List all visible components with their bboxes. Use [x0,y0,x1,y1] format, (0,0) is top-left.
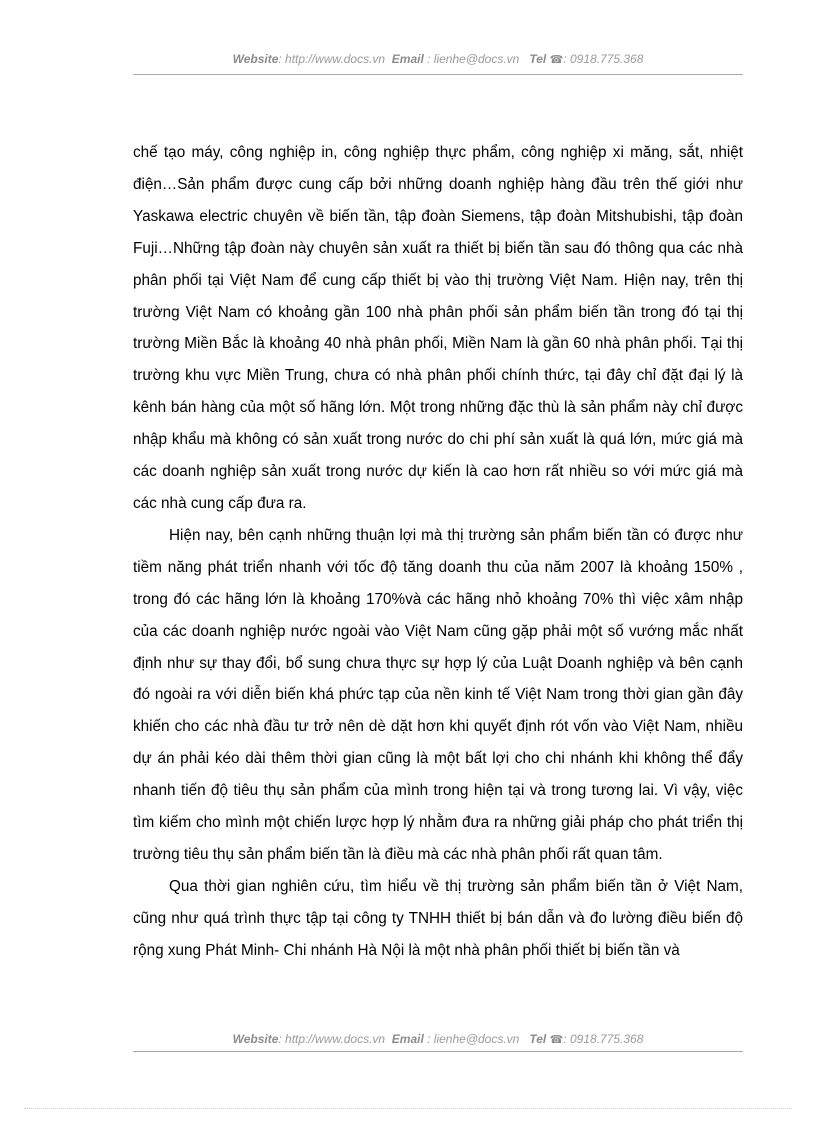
footer-website-url: : http://www.docs.vn [278,1032,386,1046]
footer-email-label: Email [391,1032,424,1046]
header-website-label: Website [232,52,279,66]
phone-icon: ☎ [549,1034,564,1046]
header-tel-label: Tel [529,52,547,66]
header-divider [133,74,743,75]
header-tel-value: : 0918.775.368 [563,52,644,66]
footer-website-label: Website [232,1032,279,1046]
paragraph-3: Qua thời gian nghiên cứu, tìm hiểu về thị trường sản phẩm biến tần ở Việt Nam, cũng như quá trình thực tập tại công ty TNHH thiết bị bán dẫn và đo lường điều biến độ rộng xung Phát Minh- Chi nhánh Hà Nội là một nhà phân phối thiết bị biến tần và [133,877,743,959]
page-bottom-edge [24,1108,792,1109]
header-email-value: : lienhe@docs.vn [427,52,520,66]
phone-icon: ☎ [549,54,564,66]
paragraph-2: Hiện nay, bên cạnh những thuận lợi mà thị trường sản phẩm biến tần có được như tiềm năng phát triển nhanh với tốc độ tăng doanh thu của năm 2007 là khoảng 150% , trong đó các hãng lớn là khoảng 170%và các hãng nhỏ khoảng 70% thì việc xâm nhập của các doanh nghiệp nước ngoài vào Việt Nam cũng gặp phải một số vướng mắc nhất định như sự thay đổi, bổ sung chưa thực sự hợp lý của Luật Doanh nghiệp và bên cạnh đó ngoài ra với diễn biến khá phức tạp của nền kinh tế Việt Nam trong thời gian gần đây khiến cho các nhà đầu tư trở nên dè dặt hơn khi quyết định rót vốn vào Việt Nam, nhiều dự án phải kéo dài thêm thời gian cũng là một bất lợi cho chi nhánh khi không thể đẩy nhanh tiến độ tiêu thụ sản phẩm của mình trong hiện tại và trong tương lai. Vì vậy, việc tìm kiếm cho mình một chiến lược hợp lý nhằm đưa ra những giải pháp cho phát triển thị trường tiêu thụ sản phẩm biến tần là điều mà các nhà phân phối rất quan tâm. [133,526,743,863]
footer-tel-label: Tel [529,1032,547,1046]
footer-email-value: : lienhe@docs.vn [427,1032,520,1046]
page-footer [133,1032,743,1046]
header-website-url: : http://www.docs.vn [278,52,386,66]
footer-tel-value: : 0918.775.368 [563,1032,644,1046]
paragraph-1: chế tạo máy, công nghiệp in, công nghiệp thực phẩm, công nghiệp xi măng, sắt, nhiệt điện…Sản phẩm được cung cấp bởi những doanh nghiệp hàng đầu trên thế giới như Yaskawa electric chuyên về biến tần, tập đoàn Siemens, tập đoàn Mitshubishi, tập đoàn Fuji…Những tập đoàn này chuyên sản xuất ra thiết bị biến tần sau đó thông qua các nhà phân phối tại Việt Nam để cung cấp thiết bị vào thị trường Việt Nam. Hiện nay, trên thị trường Việt Nam có khoảng gần 100 nhà phân phối sản phẩm biến tần trong đó tại thị trường Miền Bắc là khoảng 40 nhà phân phối, Miền Nam là gần 60 nhà phân phối. Tại thị trường khu vực Miền Trung, chưa có nhà phân phối chính thức, tại đây chỉ đặt đại lý là kênh bán hàng của một số hãng lớn. Một trong những đặc thù là sản phẩm này chỉ được nhập khẩu mà không có sản xuất trong nước do chi phí sản xuất là quá lớn, mức giá mà các doanh nghiệp sản xuất trong nước dự kiến là cao hơn rất nhiều so với mức giá mà các nhà cung cấp đưa ra. [133,144,743,512]
footer-divider [133,1051,743,1052]
page-header [133,52,743,66]
header-email-label: Email [391,52,424,66]
document-body [133,137,743,967]
